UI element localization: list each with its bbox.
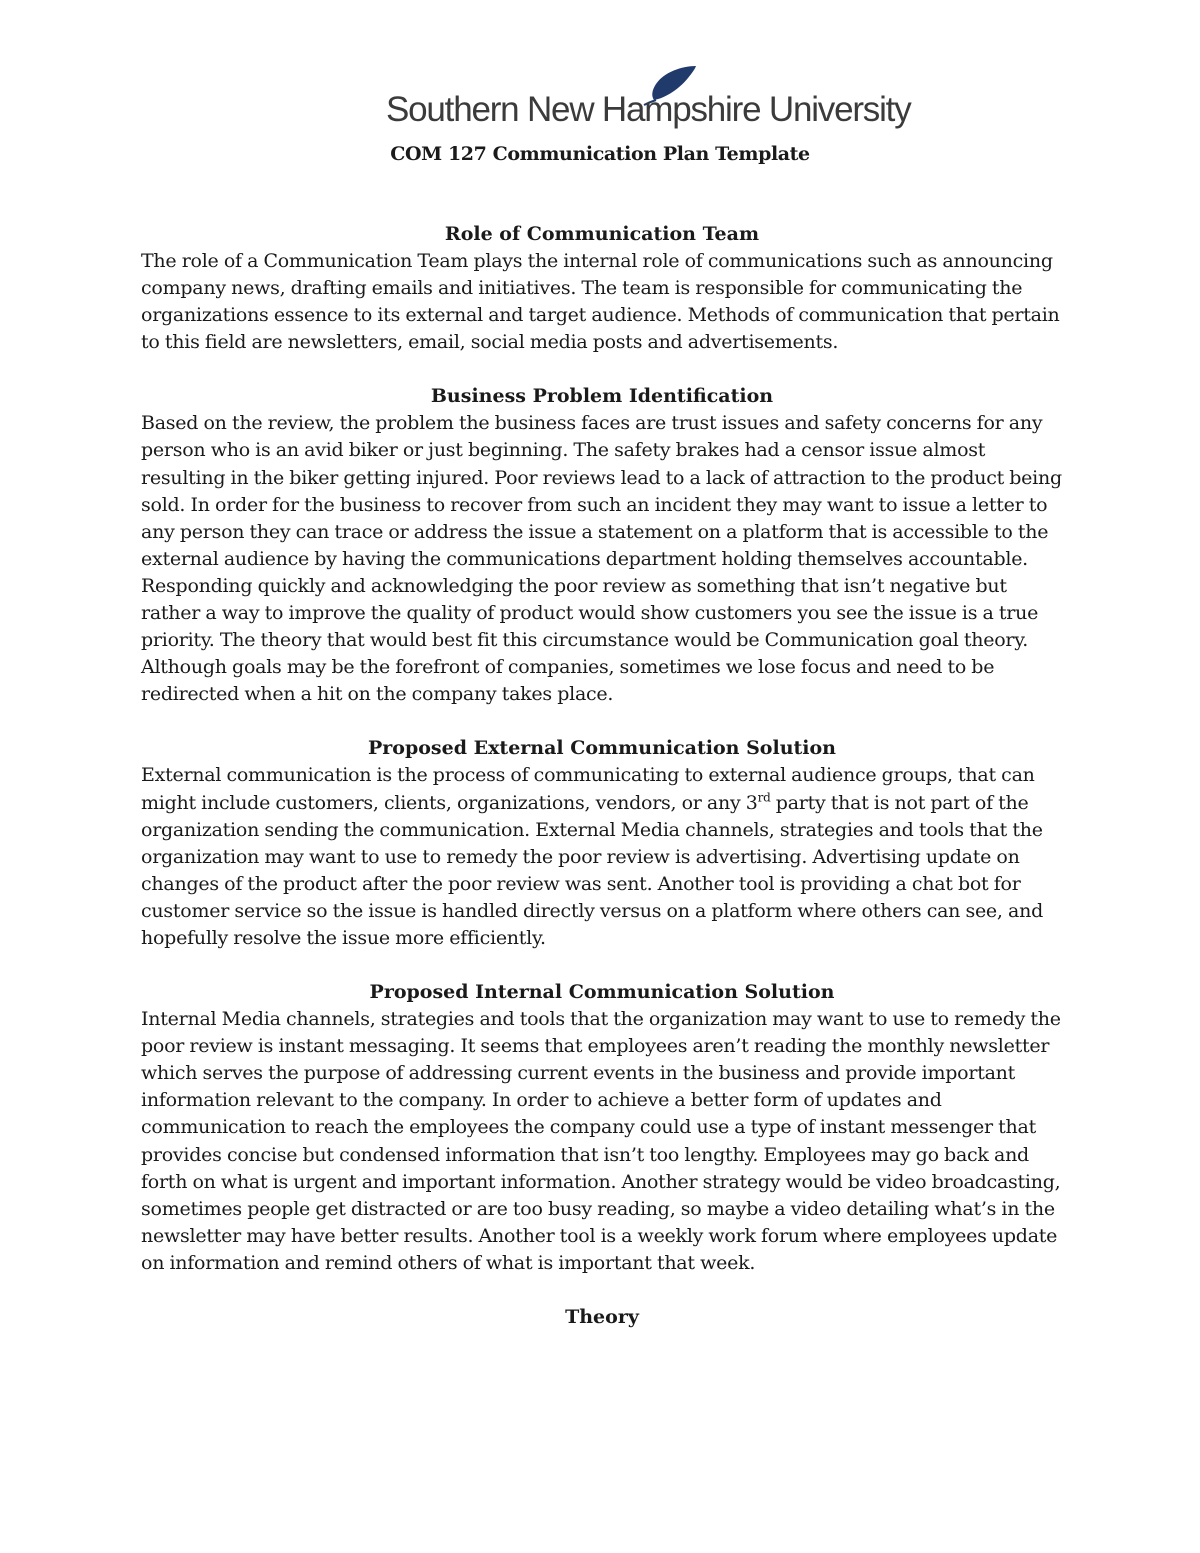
section-theory xyxy=(141,1304,1063,1331)
section-paragraph: The role of a Communication Team plays the internal role of communications such as announcing company news, drafting emails and initiatives. The team is responsible for communicating the organizations essence to its external and target audience. Methods of communication that pertain to this field are newsletters, email, social media posts and advertisements. xyxy=(141,250,1060,354)
section-external xyxy=(141,735,1063,952)
section-role xyxy=(141,221,1063,356)
paragraph-text: party that is not part of the organization sending the communication. External Media channels, strategies and tools that the organization may want to use to remedy the poor review is advertising. Advertising update on changes of the product after the poor review was sent. Another tool is providing a chat bot for customer service so the issue is handled directly versus on a platform where others can see, and hopefully resolve the issue more efficiently. xyxy=(141,791,1043,949)
section-heading: Proposed External Communication Solution xyxy=(368,737,836,760)
document-title: COM 127 Communication Plan Template xyxy=(390,143,810,165)
section-heading: Role of Communication Team xyxy=(444,223,760,245)
document-body xyxy=(141,221,1063,1358)
ordinal-superscript: rd xyxy=(757,790,771,805)
section-paragraph: Based on the review, the problem the business faces are trust issues and safety concerns for any person who is an avid biker or just beginning. The safety brakes had a censor issue almost resulting in the biker getting injured. Poor reviews lead to a lack of attraction to the product being sold. In order for the business to recover from such an incident they may want to issue a letter to any person they can trace or address the issue a statement on a platform that is accessible to the external audience by having the communications department holding themselves accountable. Responding quickly and acknowledging the poor review as something that isn’t negative but rather a way to improve the quality of product would show customers you see the issue is a true priority. The theory that would best fit this circumstance would be Communication goal theory. Although goals may be the forefront of companies, sometimes we lose focus and need to be redirected when a hit on the company takes place. xyxy=(141,412,1062,706)
logo-wordmark: Southern New Hampshire University xyxy=(386,90,911,129)
university-logo xyxy=(386,64,911,136)
section-paragraph xyxy=(141,762,1063,952)
paragraph-text: External communication is the process of communicating to external audience groups, that can might include customers, clients, organizations, vendors, or any 3 xyxy=(141,764,1035,814)
section-internal xyxy=(141,979,1063,1277)
section-heading: Business Problem Identification xyxy=(430,385,774,408)
section-paragraph: Internal Media channels, strategies and tools that the organization may want to use to remedy the poor review is instant messaging. It seems that employees aren’t reading the monthly newsletter which serves the purpose of addressing current events in the business and provide important information relevant to the company. In order to achieve a better form of updates and communication to reach the employees the company could use a type of instant messenger that provides concise but condensed information that isn’t too lengthy. Employees may go back and forth on what is urgent and important information. Another strategy would be video broadcasting, sometimes people get distracted or are too busy reading, so maybe a video detailing what’s in the newsletter may have better results. Another tool is a weekly work forum where employees update on information and remind others of what is important that week. xyxy=(141,1008,1061,1274)
section-problem xyxy=(141,383,1063,708)
section-heading: Proposed Internal Communication Solution xyxy=(369,981,835,1004)
section-heading: Theory xyxy=(565,1306,639,1328)
